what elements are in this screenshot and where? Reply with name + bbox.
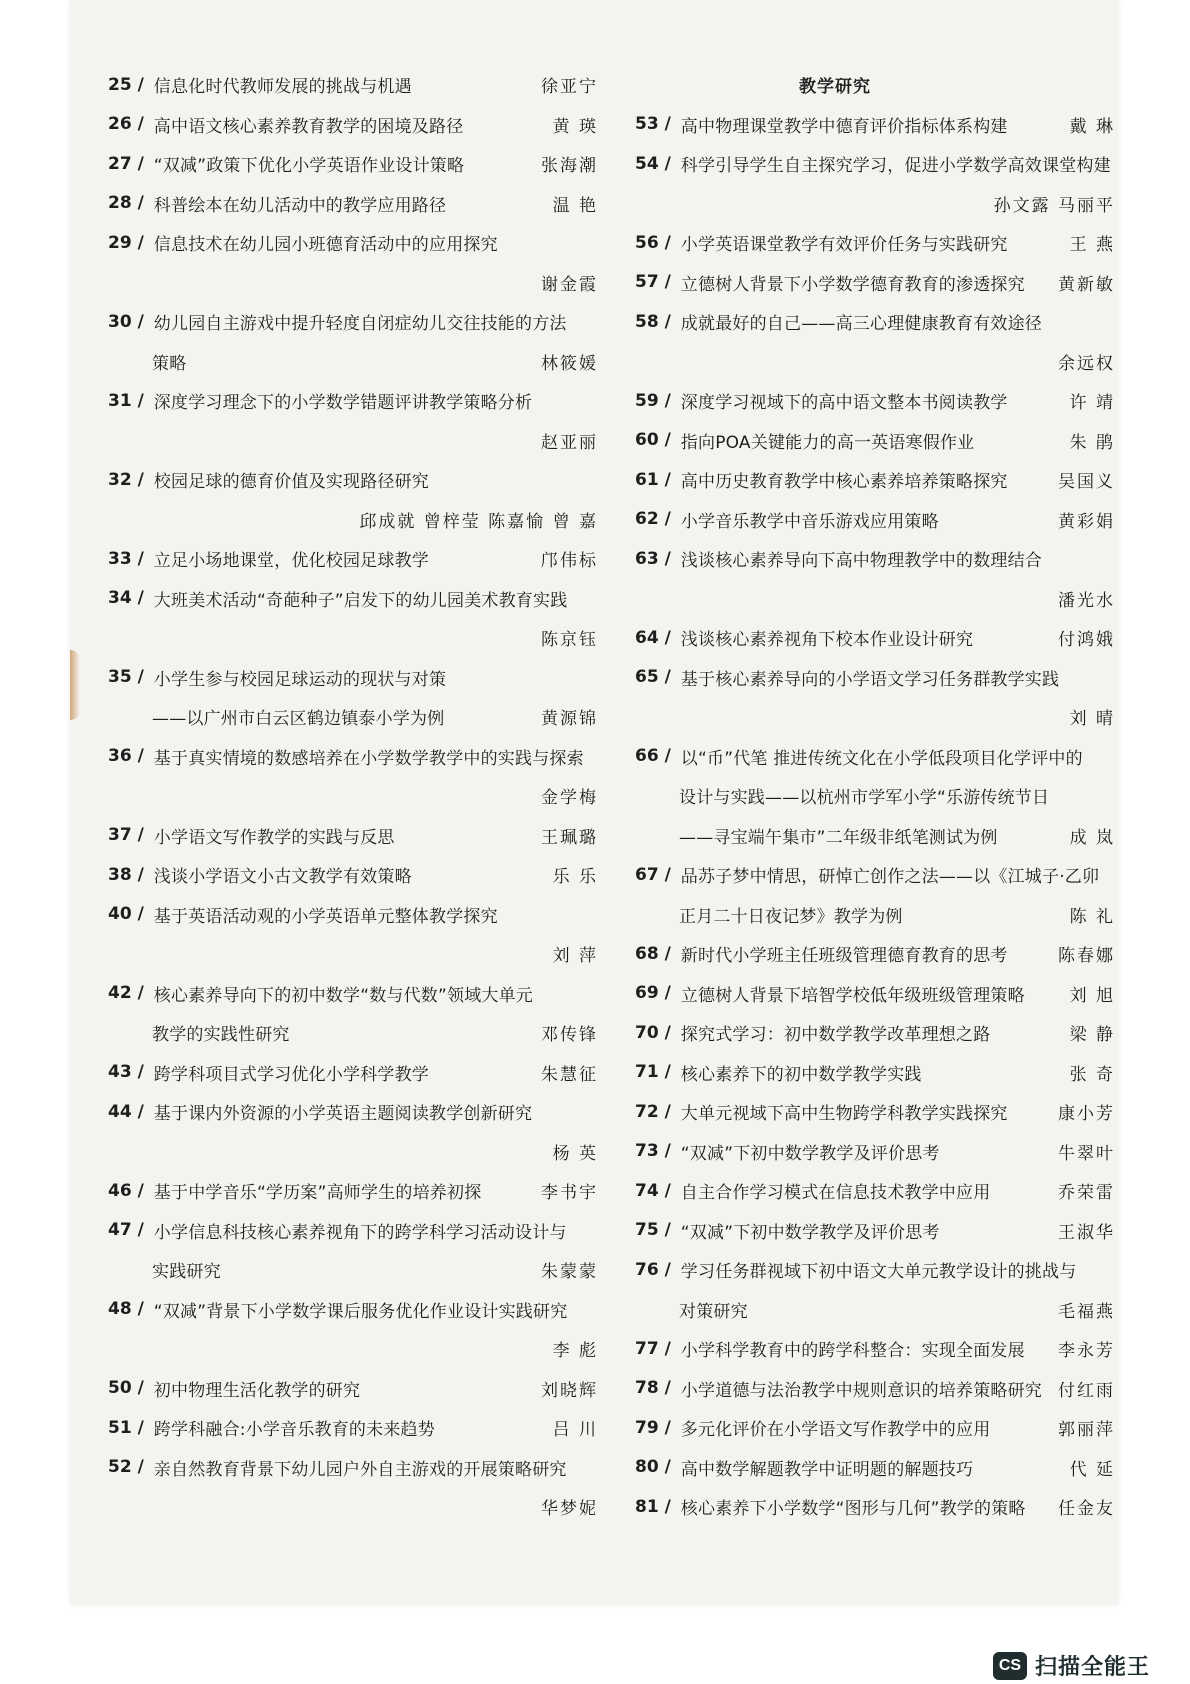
toc-entry [635,1487,1115,1527]
article-title: 基于核心素养导向的小学语文学习任务群教学实践 [680,669,1060,690]
page-number: 56 / [635,232,671,253]
toc-entry-main [108,862,412,887]
page-number: 52 / [108,1457,144,1478]
page-number: 35 / [108,667,144,688]
toc-entry [108,1290,598,1330]
page-number: 59 / [635,390,671,411]
toc-entry [635,618,1115,658]
page-number: 77 / [635,1338,671,1359]
toc-title-continuation [635,776,1115,816]
author-name: 陈春娜 [1058,946,1115,967]
author-name: 黄新敏 [1058,274,1115,295]
article-title-continued: ——寻宝端午集市”二年级非纸笔测试为例 [679,827,998,848]
article-title: 高中物理课堂教学中德育评价指标体系构建 [680,116,1008,137]
toc-entry [108,65,598,105]
toc-entry-main [108,902,498,927]
toc-author-line [108,618,598,658]
page-number: 81 / [635,1496,671,1517]
toc-entry-main [108,1099,532,1124]
author-name: 朱 鹃 [1069,432,1115,453]
author-name: 付红雨 [1058,1380,1115,1401]
article-title: 小学信息科技核心素养视角下的跨学科学习活动设计与 [153,1222,567,1243]
page-number: 63 / [635,548,671,569]
toc-entry-main [108,230,498,255]
article-title: 核心素养导向下的初中数学“数与代数”领域大单元 [153,985,534,1006]
toc-title-continuation [635,1290,1115,1330]
toc-entry [108,1369,598,1409]
watermark-text: 扫描全能王 [1034,1655,1150,1680]
author-name: 任金友 [1058,1499,1115,1520]
author-name: 毛福燕 [1058,1301,1115,1322]
toc-title-continuation [108,1013,598,1053]
toc-entry-main [108,1060,429,1085]
article-title: 信息技术在幼儿园小班德育活动中的应用探究 [153,235,498,256]
page-number: 43 / [108,1062,144,1083]
author-name: 王珮璐 [541,827,598,848]
article-title: 成就最好的自己——高三心理健康教育有效途径 [680,314,1042,335]
article-title: 浅谈核心素养视角下校本作业设计研究 [680,630,974,651]
article-title: 立德树人背景下培智学校低年级班级管理策略 [680,985,1025,1006]
author-name: 张海潮 [541,156,598,177]
article-title: 小学音乐教学中音乐游戏应用策略 [680,511,939,532]
article-title: 浅谈核心素养导向下高中物理教学中的数理结合 [680,551,1042,572]
toc-author-line [635,697,1115,737]
page-number: 34 / [108,588,144,609]
page-number: 72 / [635,1101,671,1122]
page-number: 60 / [635,430,671,451]
toc-entry [635,1369,1115,1409]
toc-entry-main [635,1099,1008,1124]
article-title: 初中物理生活化教学的研究 [153,1380,361,1401]
toc-entry-main [108,823,395,848]
author-name: 李永芳 [1058,1341,1115,1362]
toc-entry [635,1092,1115,1132]
article-title: 核心素养下的初中数学教学实践 [680,1064,922,1085]
author-name: 成 岚 [1069,827,1115,848]
author-name: 陈京钰 [541,630,598,651]
author-name: 温 艳 [552,195,598,216]
toc-author-line [108,263,598,303]
author-name: 朱蒙蒙 [541,1262,598,1283]
article-title: “双减”下初中数学教学及评价思考 [680,1143,940,1164]
toc-entry [108,1053,598,1093]
article-title: 跨学科项目式学习优化小学科学教学 [153,1064,429,1085]
toc-entry [635,1211,1115,1251]
toc-entry-main [635,467,1008,492]
toc-title-continuation [635,895,1115,935]
page-number: 42 / [108,983,144,1004]
article-title: 幼儿园自主游戏中提升轻度自闭症幼儿交往技能的方法 [153,314,567,335]
page-number: 53 / [635,114,671,135]
article-title-continued: 实践研究 [152,1262,221,1283]
toc-entry-main [108,388,532,413]
author-name: 黄源锦 [541,709,598,730]
article-title: 浅谈小学语文小古文教学有效策略 [153,867,412,888]
page-number: 74 / [635,1180,671,1201]
page-number: 62 / [635,509,671,530]
toc-author-line [635,184,1115,224]
article-title: 高中数学解题教学中证明题的解题技巧 [680,1459,974,1480]
toc-entry [108,302,598,342]
toc-entry [635,1132,1115,1172]
toc-entry-main [108,112,463,137]
toc-entry-main [635,1020,990,1045]
page-number: 67 / [635,864,671,885]
toc-entry-main [108,1297,567,1322]
article-title-continued: 设计与实践——以杭州市学军小学“乐游传统节日 [679,788,1050,809]
toc-entry-main [635,1257,1076,1282]
toc-entry [635,105,1115,145]
toc-entry [108,1408,598,1448]
toc-entry-main [108,665,446,690]
page-number: 79 / [635,1417,671,1438]
article-title: “双减”背景下小学数学课后服务优化作业设计实践研究 [153,1301,568,1322]
toc-entry [108,816,598,856]
article-title: 学习任务群视域下初中语文大单元教学设计的挑战与 [680,1262,1077,1283]
toc-entry [635,737,1115,777]
toc-entry [635,934,1115,974]
toc-entry [108,1448,598,1488]
author-name: 朱慧征 [541,1064,598,1085]
page-number: 64 / [635,627,671,648]
author-name: 王淑华 [1058,1222,1115,1243]
page-number: 76 / [635,1259,671,1280]
author-name: 梁 静 [1069,1025,1115,1046]
page-number: 58 / [635,311,671,332]
article-title: 立足小场地课堂，优化校园足球教学 [153,551,429,572]
page-number: 54 / [635,153,671,174]
toc-entry [108,460,598,500]
toc-author-line [108,1132,598,1172]
toc-entry-main [635,1139,940,1164]
toc-entry-main [108,191,446,216]
page-number: 27 / [108,153,144,174]
page-number: 44 / [108,1101,144,1122]
author-name: 邝伟标 [541,551,598,572]
toc-entry [635,302,1115,342]
author-name: 牛翠叶 [1058,1143,1115,1164]
article-title: 基于真实情境的数感培养在小学数学教学中的实践与探索 [153,748,584,769]
article-title: 基于中学音乐“学历案”高师学生的培养初探 [153,1183,482,1204]
author-name: 刘 旭 [1069,985,1115,1006]
page-number: 25 / [108,74,144,95]
author-name: 黄彩娟 [1058,511,1115,532]
page-number: 65 / [635,667,671,688]
article-title: 基于英语活动观的小学英语单元整体教学探究 [153,906,498,927]
toc-entry-main [635,428,974,453]
author-name: 李 彪 [552,1341,598,1362]
toc-entry [108,974,598,1014]
article-title: 小学英语课堂教学有效评价任务与实践研究 [680,235,1008,256]
page-number: 71 / [635,1062,671,1083]
author-name: 王 燕 [1069,235,1115,256]
article-title-continued: 策略 [152,353,187,374]
article-title: “双减”政策下优化小学英语作业设计策略 [153,156,465,177]
toc-entry [635,381,1115,421]
toc-entry-main [108,744,584,769]
article-title: 基于课内外资源的小学英语主题阅读教学创新研究 [153,1104,533,1125]
toc-entry-main [108,981,533,1006]
toc-title-continuation [108,697,598,737]
toc-entry [108,105,598,145]
page-number: 75 / [635,1220,671,1241]
toc-entry [635,539,1115,579]
toc-author-line [108,776,598,816]
article-title: 科学引导学生自主探究学习，促进小学数学高效课堂构建 [680,156,1111,177]
section-heading: 教学研究 [799,77,871,98]
author-name: 谢金霞 [541,274,598,295]
toc-entry [635,1250,1115,1290]
article-title: 探究式学习：初中数学教学改革理想之路 [680,1025,991,1046]
toc-entry-main [635,625,973,650]
page-number: 36 / [108,746,144,767]
author-name: 邱成就 曾梓莹 陈嘉愉 曾 嘉 [359,511,598,532]
article-title-continued: ——以广州市白云区鹤边镇泰小学为例 [152,709,445,730]
toc-entry-main [635,230,1008,255]
toc-entry [635,1013,1115,1053]
page-number: 29 / [108,232,144,253]
article-title: 立德树人背景下小学数学德育教育的渗透探究 [680,274,1025,295]
toc-entry-main [635,309,1042,334]
page-number: 26 / [108,114,144,135]
toc-entry-main [635,1494,1026,1519]
author-name: 代 延 [1069,1459,1115,1480]
scanner-watermark [993,1650,1150,1681]
toc-entry-main [108,309,567,334]
page-edge-shadow [70,650,80,720]
author-name: 付鸿娥 [1058,630,1115,651]
toc-entry-main [635,1455,973,1480]
toc-entry [635,974,1115,1014]
article-title: 信息化时代教师发展的挑战与机遇 [153,77,412,98]
toc-entry [108,895,598,935]
author-name: 金学梅 [541,788,598,809]
toc-title-continuation [635,816,1115,856]
toc-entry-main [635,1178,990,1203]
toc-entry-main [635,1060,922,1085]
article-title: 自主合作学习模式在信息技术教学中应用 [680,1183,991,1204]
toc-entry [108,1211,598,1251]
page-number: 61 / [635,469,671,490]
author-name: 林筱媛 [541,353,598,374]
toc-title-continuation [108,342,598,382]
toc-entry [108,1092,598,1132]
author-name: 吴国义 [1058,472,1115,493]
toc-author-line [108,1487,598,1527]
toc-entry [635,1448,1115,1488]
toc-entry-main [635,1336,1025,1361]
toc-entry-main [635,665,1059,690]
toc-entry [108,144,598,184]
article-title: 核心素养下小学数学“图形与几何”教学的策略 [680,1499,1026,1520]
toc-entry [108,579,598,619]
toc-entry [635,421,1115,461]
author-name: 张 奇 [1069,1064,1115,1085]
article-title-continued: 对策研究 [679,1301,748,1322]
article-title-continued: 正月二十日夜记梦》教学为例 [679,906,903,927]
author-name: 刘 萍 [552,946,598,967]
toc-title-continuation [108,1250,598,1290]
article-title: 小学生参与校园足球运动的现状与对策 [153,669,447,690]
toc-entry [635,1408,1115,1448]
toc-entry-main [635,862,1099,887]
author-name: 乐 乐 [552,867,598,888]
author-name: 徐亚宁 [541,77,598,98]
author-name: 余远权 [1058,353,1115,374]
page-number: 80 / [635,1457,671,1478]
page-number: 32 / [108,469,144,490]
author-name: 许 靖 [1069,393,1115,414]
article-title: 高中语文核心素养教育教学的困境及路径 [153,116,464,137]
toc-entry [108,855,598,895]
page-number: 50 / [108,1378,144,1399]
page-number: 73 / [635,1141,671,1162]
toc-author-line [108,1329,598,1369]
page-number: 38 / [108,864,144,885]
toc-entry-main [635,546,1042,571]
toc-entry-main [635,1218,940,1243]
toc-author-line [635,342,1115,382]
toc-entry [635,1171,1115,1211]
author-name: 华梦妮 [541,1499,598,1520]
author-name: 孙文露 马丽平 [993,195,1115,216]
toc-entry [635,1053,1115,1093]
toc-entry [108,184,598,224]
author-name: 赵亚丽 [541,432,598,453]
toc-left-column [108,65,598,1527]
page-number: 57 / [635,272,671,293]
author-name: 刘 晴 [1069,709,1115,730]
author-name: 杨 英 [552,1143,598,1164]
article-title: 品苏子梦中情思，研悼亡创作之法——以《江城子·乙卯 [680,867,1100,888]
article-title: 校园足球的德育价值及实现路径研究 [153,472,429,493]
page-number: 48 / [108,1299,144,1320]
page-number: 31 / [108,390,144,411]
toc-entry-main [635,981,1025,1006]
page-number: 30 / [108,311,144,332]
author-name: 戴 琳 [1069,116,1115,137]
toc-entry [108,539,598,579]
page-number: 78 / [635,1378,671,1399]
article-title: 科普绘本在幼儿活动中的教学应用路径 [153,195,447,216]
toc-entry-main [108,546,429,571]
toc-author-line [635,579,1115,619]
toc-entry-main [108,1376,360,1401]
toc-entry-main [108,72,412,97]
article-title: 小学道德与法治教学中规则意识的培养策略研究 [680,1380,1042,1401]
toc-entry-main [635,1376,1042,1401]
toc-entry-main [108,1415,435,1440]
article-title: 高中历史教育教学中核心素养培养策略探究 [680,472,1008,493]
toc-entry-main [635,151,1111,176]
page-number: 37 / [108,825,144,846]
article-title: 深度学习视域下的高中语文整本书阅读教学 [680,393,1008,414]
toc-entry [635,500,1115,540]
author-name: 陈 礼 [1069,906,1115,927]
toc-entry [108,658,598,698]
toc-author-line [108,500,598,540]
page-number: 51 / [108,1417,144,1438]
article-title: 以“币”代笔 推进传统文化在小学低段项目化学评中的 [680,748,1083,769]
toc-entry-main [635,941,1008,966]
toc-entry [635,460,1115,500]
toc-entry-main [635,507,939,532]
toc-entry-main [108,1455,567,1480]
article-title: 小学科学教育中的跨学科整合：实现全面发展 [680,1341,1025,1362]
page-number: 70 / [635,1022,671,1043]
toc-entry [108,1171,598,1211]
article-title-continued: 教学的实践性研究 [152,1025,290,1046]
toc-entry [635,658,1115,698]
toc-entry [635,263,1115,303]
article-title: 亲自然教育背景下幼儿园户外自主游戏的开展策略研究 [153,1459,567,1480]
page-number: 33 / [108,548,144,569]
toc-entry [108,223,598,263]
author-name: 郭丽萍 [1058,1420,1115,1441]
page-number: 47 / [108,1220,144,1241]
toc-entry-main [635,112,1008,137]
toc-entry-main [108,1218,567,1243]
toc-author-line [108,421,598,461]
author-name: 李书宇 [541,1183,598,1204]
page-number: 40 / [108,904,144,925]
toc-entry [108,381,598,421]
toc-entry [635,223,1115,263]
camscanner-logo-icon: CS [993,1652,1027,1680]
author-name: 黄 瑛 [552,116,598,137]
author-name: 潘光水 [1058,590,1115,611]
toc-entry-main [635,270,1025,295]
toc-entry-main [635,388,1008,413]
toc-entry-main [108,151,464,176]
author-name: 邓传锋 [541,1025,598,1046]
toc-entry [108,737,598,777]
toc-entry-main [108,586,567,611]
page-number: 69 / [635,983,671,1004]
page-number: 66 / [635,746,671,767]
article-title: 小学语文写作教学的实践与反思 [153,827,395,848]
toc-entry-main [635,744,1083,769]
article-title: 大班美术活动“奇葩种子”启发下的幼儿园美术教育实践 [153,590,568,611]
article-title: “双减”下初中数学教学及评价思考 [680,1222,940,1243]
article-title: 指向POA关键能力的高一英语寒假作业 [680,432,975,453]
article-title: 大单元视域下高中生物跨学科教学实践探究 [680,1104,1008,1125]
toc-entry [635,144,1115,184]
toc-entry [635,1329,1115,1369]
page-number: 68 / [635,943,671,964]
toc-entry-main [635,1415,990,1440]
page-number: 28 / [108,193,144,214]
toc-entry [635,855,1115,895]
author-name: 康小芳 [1058,1104,1115,1125]
article-title: 多元化评价在小学语文写作教学中的应用 [680,1420,991,1441]
author-name: 乔荣雷 [1058,1183,1115,1204]
author-name: 刘晓辉 [541,1380,598,1401]
article-title: 深度学习理念下的小学数学错题评讲教学策略分析 [153,393,533,414]
article-title: 新时代小学班主任班级管理德育教育的思考 [680,946,1008,967]
article-title: 跨学科融合:小学音乐教育的未来趋势 [153,1420,435,1441]
toc-author-line [108,934,598,974]
page-number: 46 / [108,1180,144,1201]
toc-entry-main [108,1178,481,1203]
toc-right-column [635,65,1115,1527]
author-name: 吕 川 [552,1420,598,1441]
toc-entry-main [108,467,429,492]
